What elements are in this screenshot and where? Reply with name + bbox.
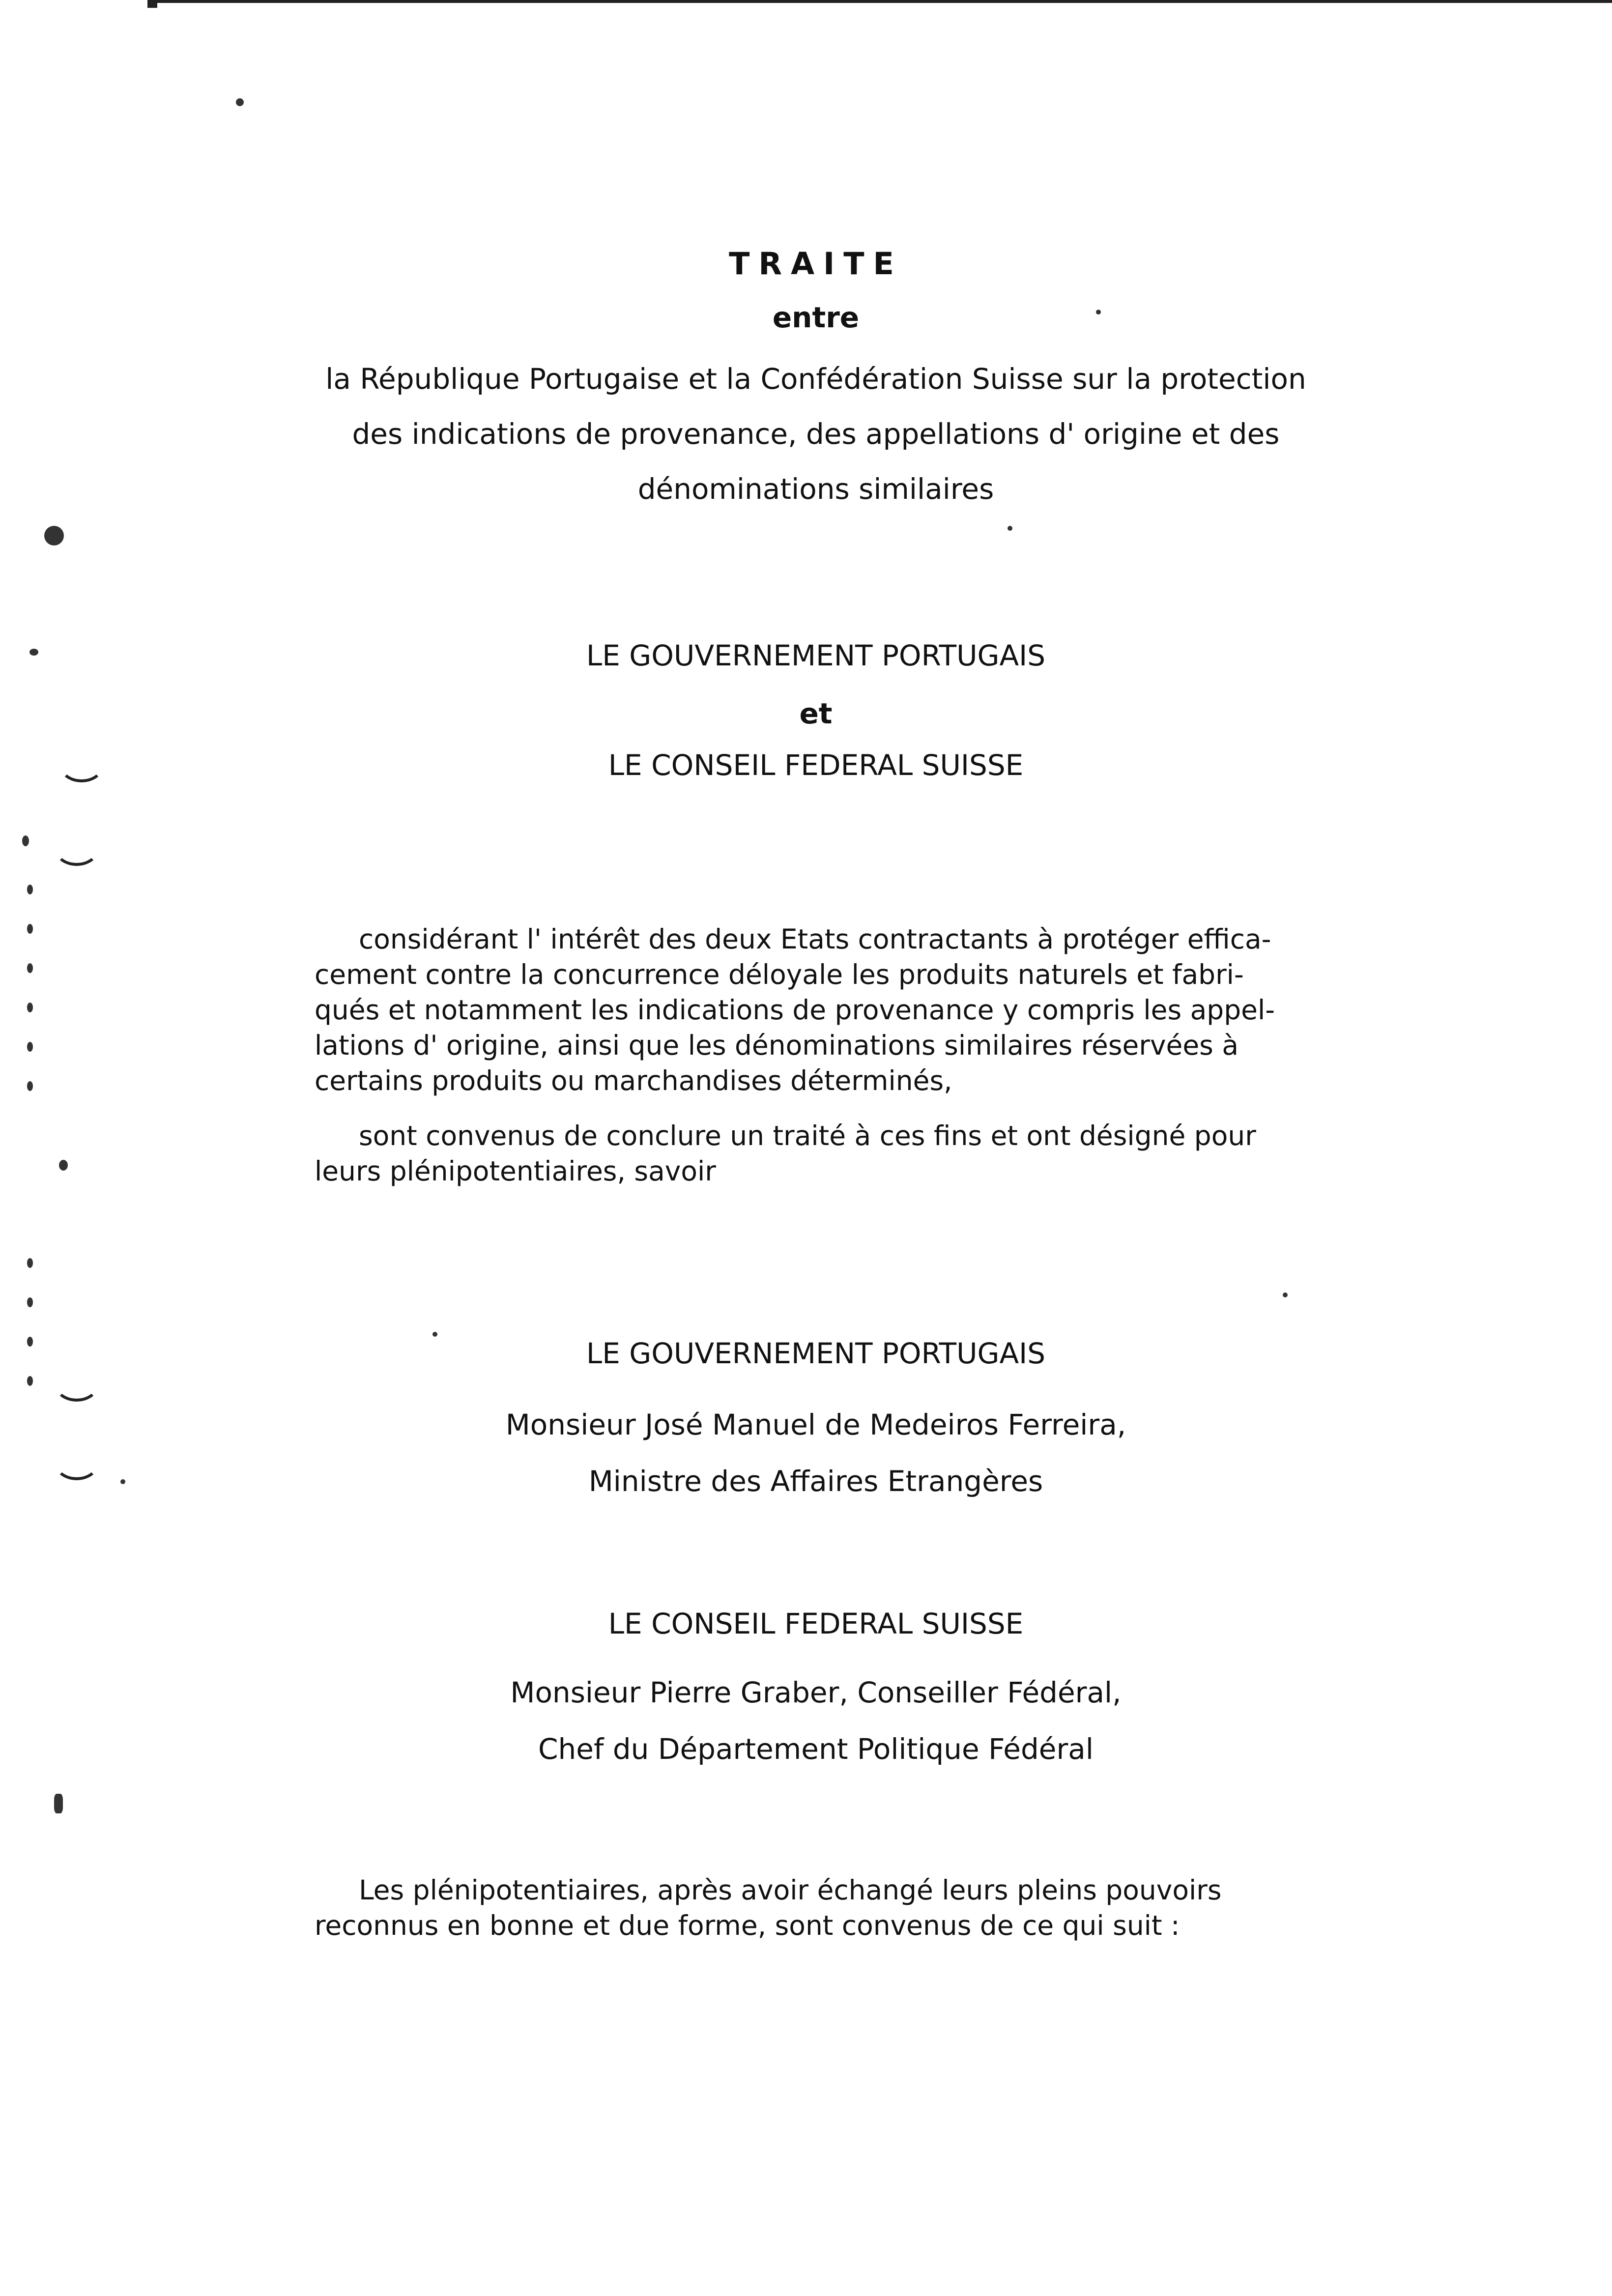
agreement-line: leurs plénipotentiaires, savoir xyxy=(315,1155,716,1187)
scan-speck xyxy=(27,963,33,973)
scan-speck xyxy=(27,1297,33,1307)
scan-speck xyxy=(27,885,33,894)
scan-speck xyxy=(27,1337,33,1347)
scan-speck xyxy=(1096,310,1101,315)
closing-paragraph xyxy=(315,1872,1307,1943)
plenipotentiary-title-switzerland: Chef du Département Politique Fédéral xyxy=(538,1732,1094,1766)
subtitle-line: la République Portugaise et la Confédération Suisse sur la protection xyxy=(325,362,1306,396)
subtitle-line: des indications de provenance, des appellations d' origine et des xyxy=(352,417,1280,451)
preamble-line: cement contre la concurrence déloyale les produits naturels et fabri- xyxy=(315,959,1244,990)
scan-speck xyxy=(1283,1292,1288,1297)
scan-speck xyxy=(59,1160,68,1171)
preamble-line: qués et notamment les indications de provenance y compris les appel- xyxy=(315,994,1275,1026)
preamble-line: certains produits ou marchandises déterminés, xyxy=(315,1065,952,1096)
title-connector: entre xyxy=(772,301,860,334)
scan-speck xyxy=(27,1081,33,1091)
party-conjunction: et xyxy=(799,697,833,730)
scan-speck xyxy=(27,1042,33,1052)
plenipotentiary-title-portugal: Ministre des Affaires Etrangères xyxy=(588,1464,1043,1498)
scan-speck xyxy=(27,1003,33,1012)
document-title: TRAITE xyxy=(729,246,903,282)
preamble-line: considérant l' intérêt des deux Etats contractants à protéger effica- xyxy=(359,923,1271,955)
scan-speck xyxy=(29,649,38,656)
top-edge-tick xyxy=(147,0,157,8)
scan-speck xyxy=(27,924,33,934)
scan-speck xyxy=(432,1332,437,1337)
scan-speck xyxy=(27,1376,33,1386)
scan-speck xyxy=(54,1794,63,1813)
party-heading-switzerland: LE CONSEIL FEDERAL SUISSE xyxy=(608,748,1024,782)
party-heading-portugal: LE GOUVERNEMENT PORTUGAIS xyxy=(586,639,1046,672)
scan-speck xyxy=(120,1479,125,1484)
scan-arc-mark xyxy=(59,747,104,782)
closing-line: reconnus en bonne et due forme, sont convenus de ce qui suit : xyxy=(315,1910,1180,1941)
plenipotentiary-name-portugal: Monsieur José Manuel de Medeiros Ferreira, xyxy=(505,1408,1126,1441)
scan-speck xyxy=(44,526,64,545)
scan-speck xyxy=(236,98,244,106)
preamble-line: lations d' origine, ainsi que les dénominations similaires réservées à xyxy=(315,1030,1239,1061)
closing-line: Les plénipotentiaires, après avoir échangé leurs pleins pouvoirs xyxy=(359,1874,1222,1906)
scan-speck xyxy=(27,1258,33,1268)
scan-arc-mark xyxy=(54,831,99,866)
top-edge-rule xyxy=(147,0,1612,3)
preamble-paragraph xyxy=(315,921,1307,1098)
subtitle-line: dénominations similaires xyxy=(637,472,994,506)
agreement-paragraph xyxy=(315,1118,1307,1189)
scan-speck xyxy=(1008,526,1012,531)
scan-arc-mark xyxy=(54,1445,99,1480)
plenipotentiary-party-switzerland: LE CONSEIL FEDERAL SUISSE xyxy=(608,1607,1024,1640)
agreement-line: sont convenus de conclure un traité à ces fins et ont désigné pour xyxy=(359,1120,1256,1151)
scan-speck xyxy=(22,835,29,846)
plenipotentiary-party-portugal: LE GOUVERNEMENT PORTUGAIS xyxy=(586,1337,1046,1370)
plenipotentiary-name-switzerland: Monsieur Pierre Graber, Conseiller Fédéral, xyxy=(510,1676,1122,1709)
document-subtitle xyxy=(315,351,1317,517)
scan-arc-mark xyxy=(54,1366,99,1402)
